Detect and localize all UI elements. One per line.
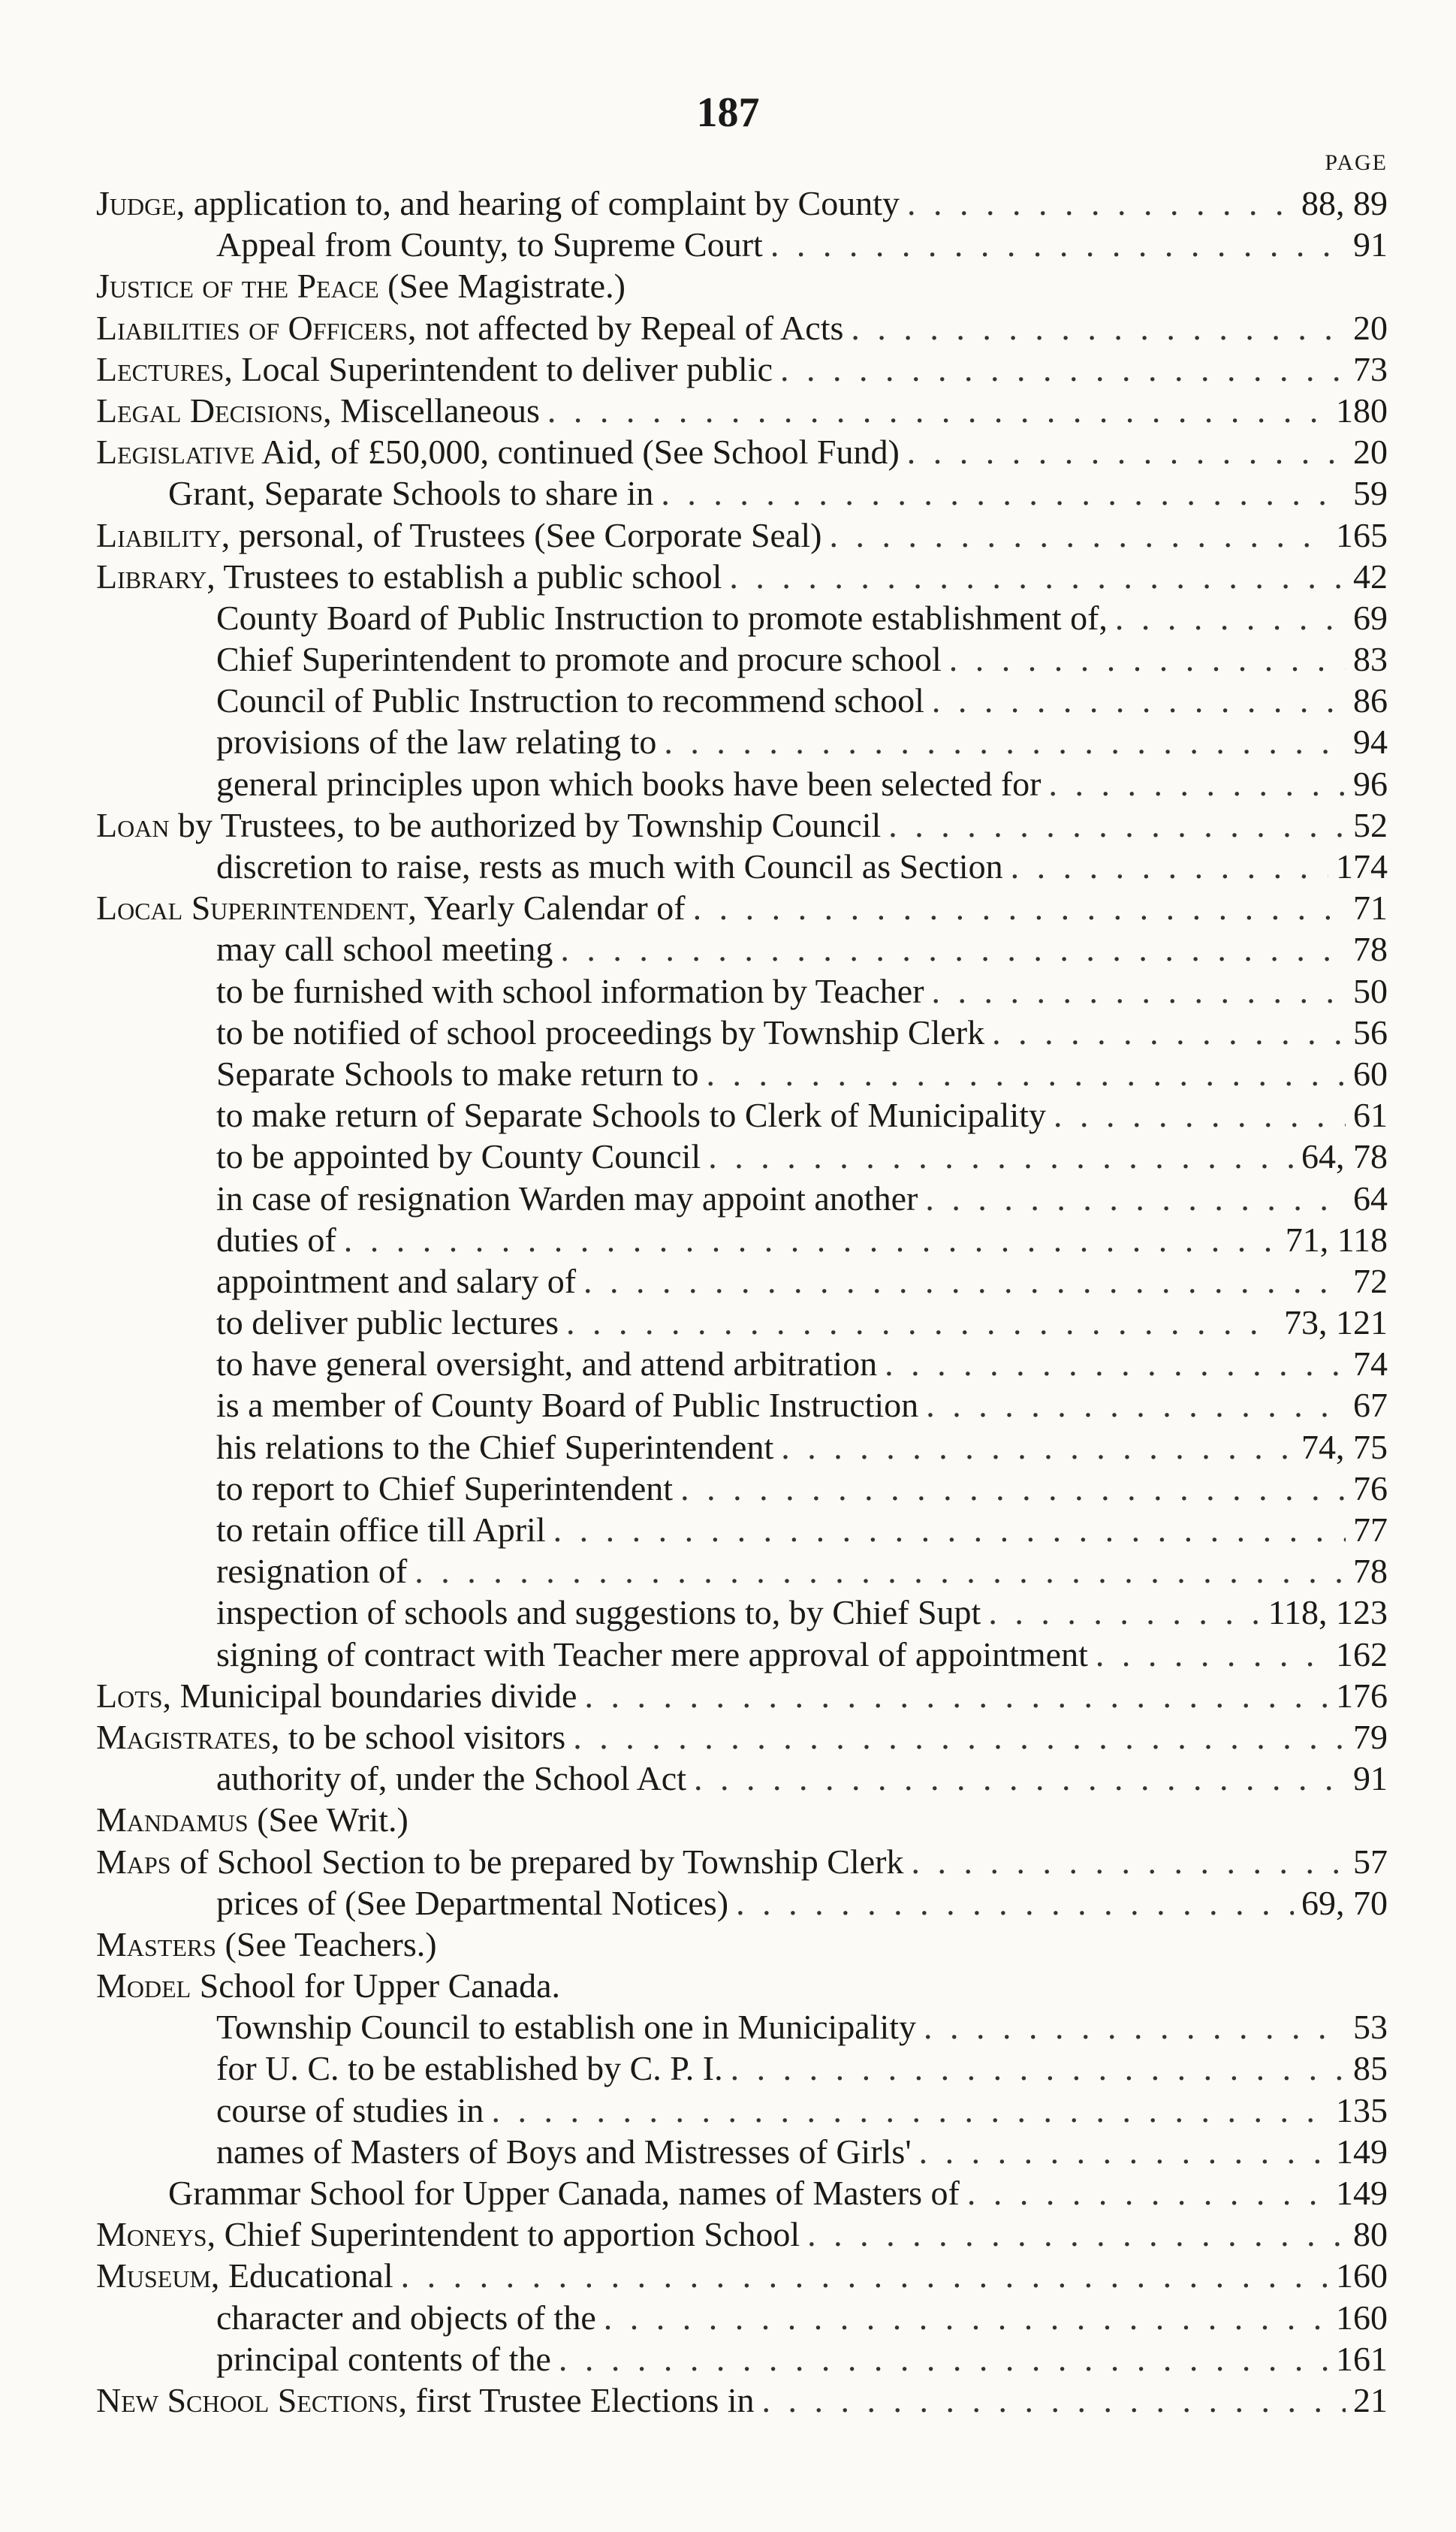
index-entry: [96, 1053, 1388, 1094]
dot-leader: [885, 1343, 1346, 1384]
entry-text: [216, 1178, 918, 1219]
entry-page-numbers: 96: [1353, 764, 1388, 803]
entry-page-numbers: 94: [1353, 723, 1388, 762]
index-entry: [96, 2255, 1388, 2296]
dot-leader: [566, 1302, 1277, 1343]
entry-text: [216, 1053, 699, 1094]
entry-page-numbers: 149: [1336, 2174, 1388, 2212]
entry-page-numbers: 56: [1353, 1012, 1388, 1052]
entry-text: [216, 1592, 981, 1633]
entry-text: [216, 680, 924, 721]
index-entry: [96, 1758, 1388, 1799]
entry-page-numbers: 71: [1353, 889, 1388, 928]
index-entry: [96, 556, 1388, 597]
entry-description: application to, and hearing of complaint by County: [185, 184, 900, 222]
entry-page-numbers: 64, 78: [1301, 1137, 1388, 1176]
entry-description: not affected by Repeal of Acts: [416, 308, 844, 347]
entry-heading: New School Sections,: [96, 2380, 407, 2419]
entry-text: [216, 1302, 559, 1343]
entry-description: Yearly Calendar of: [416, 889, 686, 928]
dot-leader: [661, 472, 1346, 514]
entry-text: [96, 556, 722, 597]
entry-heading: Museum,: [96, 2256, 220, 2295]
dot-leader: [781, 1426, 1294, 1468]
entry-text: [96, 431, 900, 472]
entry-text: [96, 265, 626, 306]
entry-page-numbers: 78: [1353, 1552, 1388, 1591]
dot-leader: [694, 1758, 1346, 1799]
entry-text: [216, 1219, 336, 1260]
index-entry: [96, 638, 1388, 680]
entry-description: first Trustee Elections in: [406, 2380, 755, 2419]
entry-description: course of studies in: [216, 2090, 484, 2129]
dot-leader: [907, 183, 1294, 224]
entry-page-numbers: 67: [1353, 1386, 1388, 1425]
dot-leader: [1096, 1634, 1328, 1675]
entry-heading: Mandamus: [96, 1800, 249, 1839]
entry-text: [96, 2214, 800, 2255]
entry-page-numbers: 160: [1336, 2298, 1388, 2337]
entry-description: signing of contract with Teacher mere approval of appointment: [216, 1634, 1088, 1673]
dot-leader: [924, 2006, 1346, 2048]
entry-text: [216, 1384, 918, 1426]
entry-text: [216, 638, 942, 680]
dot-leader: [911, 1841, 1346, 1882]
index-entry: [96, 1094, 1388, 1136]
entry-text: [216, 1426, 773, 1468]
dot-leader: [604, 2297, 1328, 2338]
dot-leader: [780, 349, 1346, 390]
dot-leader: [583, 1260, 1346, 1302]
index-entry: [96, 224, 1388, 265]
index-entry: [96, 2297, 1388, 2338]
entry-text: [216, 1136, 701, 1177]
dot-leader: [573, 1716, 1346, 1758]
dot-leader: [851, 307, 1346, 349]
entry-description: general principles upon which books have been selected for: [216, 764, 1042, 803]
index-entry: [96, 265, 1388, 306]
entry-page-numbers: 20: [1353, 308, 1388, 347]
entry-description: Municipal boundaries divide: [171, 1676, 577, 1715]
index-entry: [96, 2172, 1388, 2214]
entry-heading: Moneys,: [96, 2215, 216, 2254]
dot-leader: [736, 1882, 1294, 1924]
dot-leader: [925, 1178, 1346, 1219]
entry-heading: Loan: [96, 805, 170, 844]
index-entry: [96, 1384, 1388, 1426]
entry-page-numbers: 118, 123: [1268, 1593, 1388, 1632]
index-entry: [96, 1882, 1388, 1924]
dot-leader: [553, 1509, 1346, 1550]
index-entry: [96, 680, 1388, 721]
entry-description: (See Magistrate.): [378, 267, 626, 306]
entry-description: Appeal from County, to Supreme Court: [216, 225, 763, 264]
index-entry: [96, 1924, 1388, 1965]
dot-leader: [807, 2214, 1346, 2255]
entry-text: [216, 1634, 1088, 1675]
index-entry: [96, 472, 1388, 514]
index-entry: [96, 1841, 1388, 1882]
index-entry: [96, 349, 1388, 390]
index-list: [96, 183, 1388, 2421]
index-entry: [96, 307, 1388, 349]
dot-leader: [829, 515, 1328, 556]
entry-description: County Board of Public Instruction to promote establishment of,: [216, 598, 1108, 637]
entry-page-numbers: 135: [1336, 2090, 1388, 2129]
entry-description: his relations to the Chief Superintendent: [216, 1427, 774, 1466]
entry-page-numbers: 91: [1353, 1759, 1388, 1798]
index-entry: [96, 1468, 1388, 1509]
entry-description: in case of resignation Warden may appoint another: [216, 1178, 918, 1218]
entry-page-numbers: 160: [1336, 2256, 1388, 2295]
dot-leader: [344, 1219, 1278, 1260]
entry-text: [96, 1924, 437, 1965]
dot-leader: [762, 2380, 1346, 2421]
entry-description: Local Superintendent to deliver public: [232, 349, 773, 388]
entry-text: [96, 2255, 393, 2296]
entry-text: [216, 846, 1003, 887]
entry-text: [216, 2338, 551, 2380]
entry-text: [216, 224, 763, 265]
page-number: 187: [696, 89, 760, 136]
dot-leader: [414, 1550, 1346, 1592]
index-entry: [96, 1592, 1388, 1633]
entry-description: may call school meeting: [216, 930, 553, 969]
index-entry: [96, 1178, 1388, 1219]
index-entry: [96, 2048, 1388, 2089]
entry-description: character and objects of the: [216, 2298, 596, 2337]
entry-page-numbers: 69: [1353, 598, 1388, 637]
dot-leader: [949, 638, 1346, 680]
dot-leader: [932, 970, 1346, 1012]
dot-leader: [967, 2172, 1328, 2214]
entry-description: (See Teachers.): [216, 1924, 437, 1963]
entry-text: [216, 763, 1042, 804]
entry-page-numbers: 79: [1353, 1717, 1388, 1756]
entry-text: [96, 1965, 560, 2006]
index-entry: [96, 2380, 1388, 2421]
entry-description: (See Writ.): [248, 1800, 408, 1839]
index-entry: [96, 2338, 1388, 2380]
entry-description: Chief Superintendent to promote and procure school: [216, 640, 942, 679]
entry-heading: Masters: [96, 1924, 217, 1963]
index-entry: [96, 390, 1388, 431]
entry-description: provisions of the law relating to: [216, 723, 657, 762]
entry-page-numbers: 80: [1353, 2215, 1388, 2254]
index-entry: [96, 721, 1388, 762]
entry-text: [96, 2380, 755, 2421]
index-entry: [96, 2131, 1388, 2172]
dot-leader: [731, 2048, 1346, 2089]
index-entry: [96, 763, 1388, 804]
entry-text: [96, 349, 773, 390]
index-entry: [96, 846, 1388, 887]
entry-page-numbers: 83: [1353, 640, 1388, 679]
entry-heading: Lectures,: [96, 349, 233, 388]
index-entry: [96, 1426, 1388, 1468]
dot-leader: [1049, 763, 1346, 804]
index-entry: [96, 1716, 1388, 1758]
entry-text: [216, 1882, 728, 1924]
entry-description: to be school visitors: [279, 1717, 566, 1756]
entry-page-numbers: 91: [1353, 225, 1388, 264]
entry-text: [96, 307, 843, 349]
entry-page-numbers: 165: [1336, 515, 1388, 554]
entry-text: [96, 1716, 565, 1758]
entry-page-numbers: 69, 70: [1301, 1883, 1388, 1922]
entry-description: to retain office till April: [216, 1510, 546, 1549]
entry-text: [216, 1468, 673, 1509]
entry-page-numbers: 60: [1353, 1054, 1388, 1093]
entry-heading: Judge,: [96, 184, 185, 222]
entry-page-numbers: 71, 118: [1285, 1220, 1388, 1259]
entry-description: inspection of schools and suggestions to, by Chief Supt: [216, 1593, 981, 1632]
entry-page-numbers: 174: [1336, 847, 1388, 886]
entry-text: [216, 1343, 877, 1384]
entry-page-numbers: 73, 121: [1284, 1303, 1388, 1342]
dot-leader: [992, 1012, 1346, 1053]
index-entry: [96, 887, 1388, 928]
dot-leader: [680, 1468, 1346, 1509]
entry-description: Chief Superintendent to apportion School: [216, 2215, 800, 2254]
entry-heading: Justice of the Peace: [96, 267, 379, 306]
entry-text: [216, 1550, 407, 1592]
dot-leader: [907, 431, 1346, 472]
index-entry: [96, 1965, 1388, 2006]
entry-text: [216, 1094, 1046, 1136]
entry-text: [168, 2172, 960, 2214]
entry-page-numbers: 88, 89: [1301, 184, 1388, 222]
entry-page-numbers: 72: [1353, 1261, 1388, 1300]
index-entry: [96, 1675, 1388, 1716]
entry-description: principal contents of the: [216, 2339, 551, 2378]
entry-description: names of Masters of Boys and Mistresses of Girls': [216, 2132, 912, 2171]
entry-heading: Library,: [96, 557, 216, 596]
page-column-header: PAGE: [1325, 150, 1388, 175]
entry-page-numbers: 176: [1336, 1676, 1388, 1715]
entry-text: [216, 1758, 686, 1799]
entry-text: [216, 721, 656, 762]
dot-leader: [560, 928, 1346, 970]
entry-heading: Lots,: [96, 1676, 172, 1715]
entry-description: to deliver public lectures: [216, 1303, 559, 1342]
entry-text: [96, 887, 686, 928]
entry-text: [96, 804, 881, 846]
dot-leader: [707, 1053, 1346, 1094]
entry-description: is a member of County Board of Public Instruction: [216, 1386, 919, 1425]
index-entry: [96, 1799, 1388, 1840]
index-entry: [96, 928, 1388, 970]
dot-leader: [559, 2338, 1328, 2380]
entry-page-numbers: 180: [1336, 391, 1388, 430]
entry-page-numbers: 74: [1353, 1344, 1388, 1384]
entry-text: [216, 2048, 723, 2089]
entry-description: personal, of Trustees (See Corporate Seal): [230, 515, 822, 554]
index-entry: [96, 2090, 1388, 2131]
entry-text: [216, 928, 553, 970]
entry-description: to have general oversight, and attend arbitration: [216, 1344, 878, 1384]
dot-leader: [708, 1136, 1294, 1177]
entry-page-numbers: 61: [1353, 1096, 1388, 1135]
entry-text: [96, 1799, 408, 1840]
index-entry: [96, 1550, 1388, 1592]
entry-heading: Maps: [96, 1842, 171, 1881]
dot-leader: [547, 390, 1328, 431]
entry-description: by Trustees, to be authorized by Township Council: [169, 805, 882, 844]
entry-description: of School Section to be prepared by Township Clerk: [170, 1842, 904, 1881]
index-entry: [96, 1260, 1388, 1302]
entry-text: [96, 1675, 577, 1716]
entry-heading: Liability,: [96, 515, 231, 554]
entry-text: [96, 183, 900, 224]
dot-leader: [664, 721, 1346, 762]
entry-heading: Legislative: [96, 433, 255, 472]
entry-text: [168, 472, 653, 514]
entry-page-numbers: 53: [1353, 2008, 1388, 2047]
dot-leader: [770, 224, 1346, 265]
entry-description: Separate Schools to make return to: [216, 1054, 699, 1093]
entry-text: [216, 2131, 912, 2172]
entry-text: [216, 2006, 916, 2048]
dot-leader: [988, 1592, 1260, 1633]
entry-text: [216, 1012, 984, 1053]
dot-leader: [1115, 597, 1346, 638]
entry-description: prices of (See Departmental Notices): [216, 1883, 729, 1922]
entry-page-numbers: 162: [1336, 1634, 1388, 1673]
entry-description: resignation of: [216, 1552, 408, 1591]
dot-leader: [584, 1675, 1328, 1716]
entry-heading: Legal Decisions,: [96, 391, 332, 430]
index-entry: [96, 1343, 1388, 1384]
entry-description: Council of Public Instruction to recommend school: [216, 681, 924, 720]
entry-page-numbers: 85: [1353, 2049, 1388, 2088]
index-entry: [96, 804, 1388, 846]
entry-page-numbers: 149: [1336, 2132, 1388, 2171]
entry-page-numbers: 20: [1353, 433, 1388, 472]
dot-leader: [729, 556, 1346, 597]
entry-description: Grant, Separate Schools to share in: [168, 474, 654, 513]
entry-text: [216, 597, 1108, 638]
index-entry: [96, 1012, 1388, 1053]
entry-description: appointment and salary of: [216, 1261, 577, 1300]
entry-heading: Local Superintendent,: [96, 889, 417, 928]
index-entry: [96, 1634, 1388, 1675]
entry-page-numbers: 50: [1353, 971, 1388, 1010]
dot-leader: [401, 2255, 1328, 2296]
index-entry: [96, 1302, 1388, 1343]
entry-text: [216, 2090, 484, 2131]
entry-text: [216, 1509, 546, 1550]
entry-text: [96, 1841, 903, 1882]
dot-leader: [693, 887, 1346, 928]
entry-heading: Model: [96, 1966, 191, 2005]
index-entry: [96, 515, 1388, 556]
entry-description: to be furnished with school information by Teacher: [216, 971, 924, 1010]
index-entry: [96, 1219, 1388, 1260]
entry-description: to report to Chief Superintendent: [216, 1468, 674, 1507]
dot-leader: [1054, 1094, 1346, 1136]
index-entry: [96, 183, 1388, 224]
entry-description: Miscellaneous: [331, 391, 540, 430]
entry-text: [96, 515, 821, 556]
dot-leader: [491, 2090, 1328, 2131]
entry-description: Educational: [219, 2256, 393, 2295]
entry-description: to be notified of school proceedings by Township Clerk: [216, 1012, 985, 1052]
dot-leader: [932, 680, 1346, 721]
entry-description: for U. C. to be established by C. P. I.: [216, 2049, 723, 2088]
entry-page-numbers: 42: [1353, 557, 1388, 596]
index-entry: [96, 1136, 1388, 1177]
entry-heading: Magistrates,: [96, 1717, 280, 1756]
index-entry: [96, 1509, 1388, 1550]
entry-page-numbers: 59: [1353, 474, 1388, 513]
index-entry: [96, 2214, 1388, 2255]
dot-leader: [919, 2131, 1328, 2172]
index-entry: [96, 2006, 1388, 2048]
entry-page-numbers: 57: [1353, 1842, 1388, 1881]
entry-description: to make return of Separate Schools to Clerk of Municipality: [216, 1096, 1047, 1135]
index-entry: [96, 970, 1388, 1012]
dot-leader: [1011, 846, 1328, 887]
entry-description: Grammar School for Upper Canada, names of Masters of: [168, 2174, 960, 2212]
index-entry: [96, 431, 1388, 472]
entry-description: School for Upper Canada.: [191, 1966, 561, 2005]
entry-description: Trustees to establish a public school: [215, 557, 722, 596]
entry-page-numbers: 77: [1353, 1510, 1388, 1549]
entry-page-numbers: 161: [1336, 2339, 1388, 2378]
entry-description: Township Council to establish one in Municipality: [216, 2008, 917, 2047]
entry-description: discretion to raise, rests as much with Council as Section: [216, 847, 1003, 886]
entry-text: [216, 970, 924, 1012]
entry-description: authority of, under the School Act: [216, 1759, 686, 1798]
entry-page-numbers: 52: [1353, 805, 1388, 844]
entry-page-numbers: 21: [1353, 2380, 1388, 2419]
entry-page-numbers: 73: [1353, 349, 1388, 388]
entry-text: [96, 390, 540, 431]
entry-text: [216, 2297, 596, 2338]
entry-description: duties of: [216, 1220, 336, 1259]
entry-page-numbers: 86: [1353, 681, 1388, 720]
entry-page-numbers: 74, 75: [1301, 1427, 1388, 1466]
dot-leader: [926, 1384, 1346, 1426]
index-entry: [96, 597, 1388, 638]
entry-heading: Liabilities of Officers,: [96, 308, 417, 347]
entry-description: to be appointed by County Council: [216, 1137, 701, 1176]
entry-text: [216, 1260, 576, 1302]
entry-description: Aid, of £50,000, continued (See School Fund): [255, 433, 900, 472]
entry-page-numbers: 78: [1353, 930, 1388, 969]
dot-leader: [888, 804, 1346, 846]
entry-page-numbers: 64: [1353, 1178, 1388, 1218]
entry-page-numbers: 76: [1353, 1468, 1388, 1507]
